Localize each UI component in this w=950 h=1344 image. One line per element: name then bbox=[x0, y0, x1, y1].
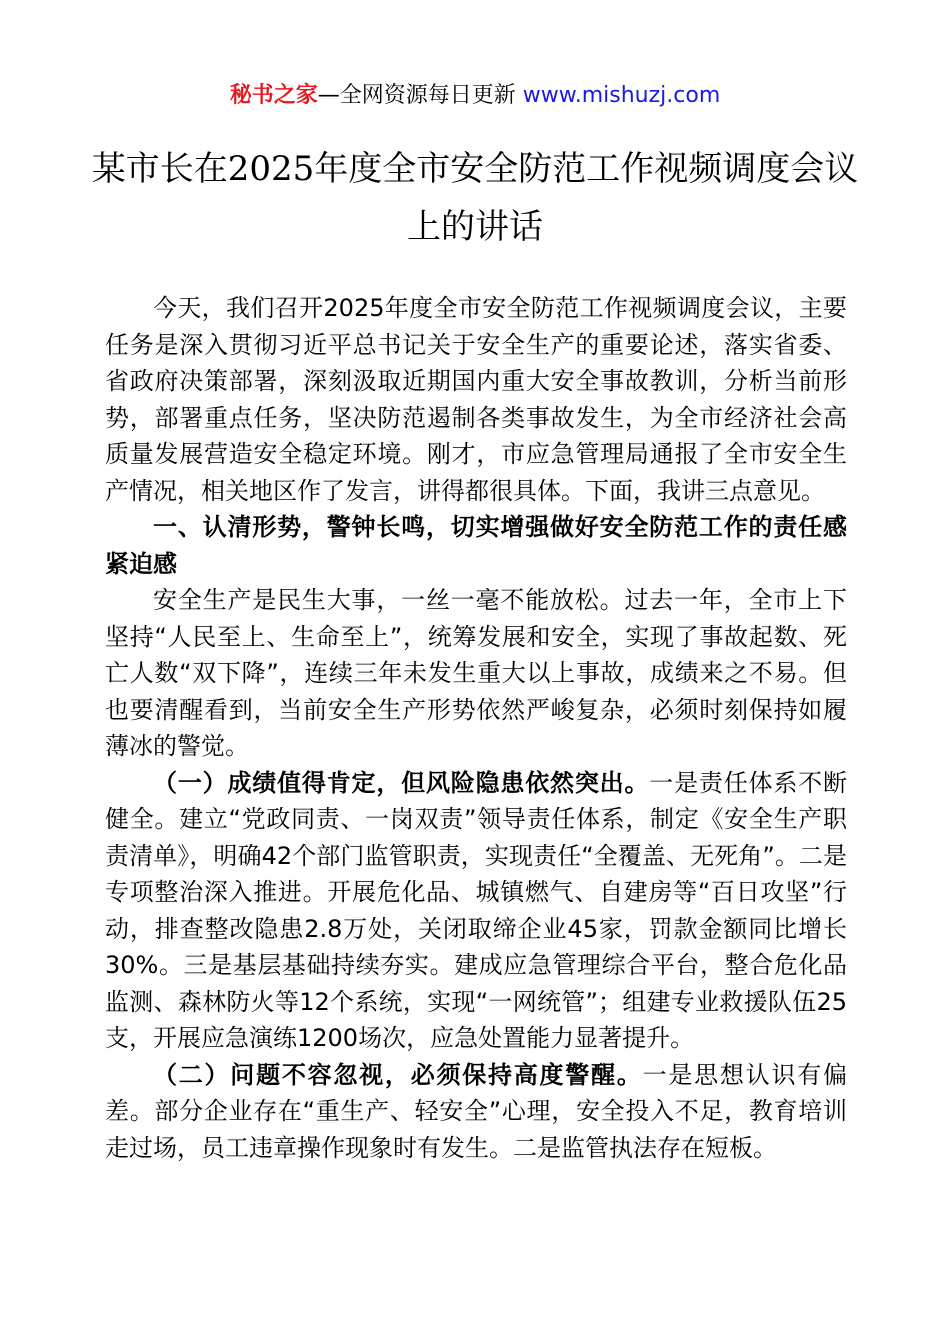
document-body bbox=[105, 290, 847, 1166]
site-header bbox=[0, 80, 950, 112]
document-title: 某市长在2025年度全市安全防范工作视频调度会议上的讲话 bbox=[91, 149, 859, 247]
header-tagline: —全网资源每日更新 bbox=[317, 83, 523, 108]
subsection-2-lead: （二）问题不容忽视，必须保持高度警醒。 bbox=[153, 1060, 643, 1089]
subsection-2-paragraph bbox=[105, 1057, 847, 1167]
subsection-2-text: 一是思想认识有偏差。部分企业存在“重生产、轻安全”心理，安全投入不足，教育培训走过场，员工违章操作现象时有发生。二是监管执法存在短板。 bbox=[105, 1060, 848, 1162]
brand-name: 秘书之家 bbox=[229, 83, 318, 108]
subsection-1-text: 一是责任体系不断健全。建立“党政同责、一岗双责”领导责任体系，制定《安全生产职责清单》，明确42个部门监管职责，实现责任“全覆盖、无死角”。二是专项整治深入推进。开展危化品、城镇燃气、自建房等“百日攻坚”行动，排查整改隐患2.8万处，关闭取缔企业45家，罚款金额同比增长30%。三是基层基础持续夯实。建成应急管理综合平台，整合危化品监测、森林防火等12个系统，实现“一网统管”；组建专业救援队伍25支，开展应急演练1200场次，应急处置能力显著提升。 bbox=[105, 768, 848, 1052]
section-1-paragraph: 安全生产是民生大事，一丝一毫不能放松。过去一年，全市上下坚持“人民至上、生命至上”，统筹发展和安全，实现了事故起数、死亡人数“双下降”，连续三年未发生重大以上事故，成绩来之不易。但也要清醒看到，当前安全生产形势依然严峻复杂，必须时刻保持如履薄冰的警觉。 bbox=[105, 586, 847, 760]
subsection-1-lead: （一）成绩值得肯定，但风险隐患依然突出。 bbox=[153, 768, 650, 797]
site-url-link[interactable]: www.mishuzj.com bbox=[522, 83, 721, 108]
intro-paragraph: 今天，我们召开2025年度全市安全防范工作视频调度会议，主要任务是深入贯彻习近平总书记关于安全生产的重要论述，落实省委、省政府决策部署，深刻汲取近期国内重大安全事故教训，分析当前形势，部署重点任务，坚决防范遏制各类事故发生，为全市经济社会高质量发展营造安全稳定环境。刚才，市应急管理局通报了全市安全生产情况，相关地区作了发言，讲得都很具体。下面，我讲三点意见。 bbox=[105, 294, 847, 505]
section-1-heading: 一、认清形势，警钟长鸣，切实增强做好安全防范工作的责任感紧迫感 bbox=[105, 513, 847, 578]
subsection-1-paragraph bbox=[105, 765, 847, 1057]
